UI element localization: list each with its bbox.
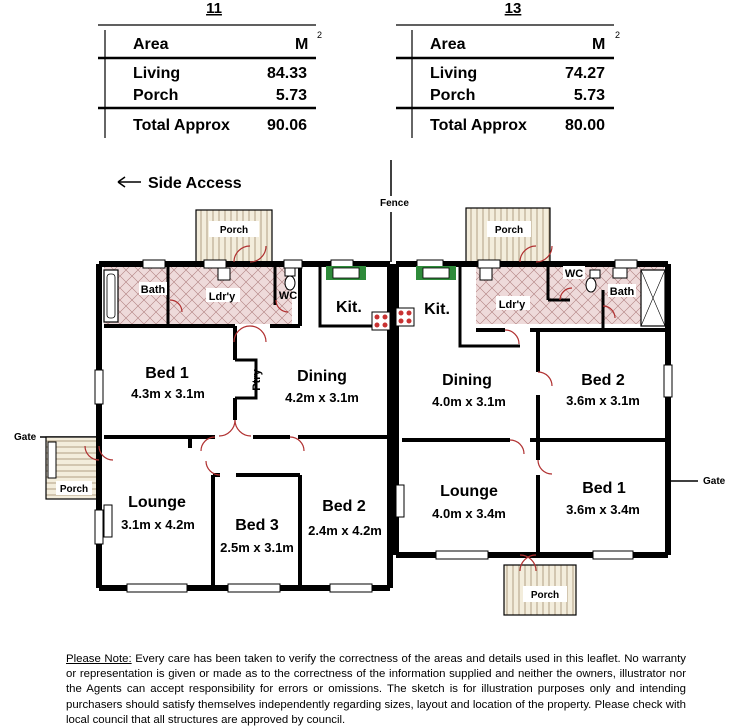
room-pantry: Ptry bbox=[251, 369, 263, 391]
unit-superscript: 2 bbox=[615, 30, 621, 40]
total-value: 80.00 bbox=[564, 117, 605, 134]
row-value: 5.73 bbox=[573, 87, 605, 104]
svg-text:Porch: Porch bbox=[494, 225, 524, 236]
room-bed1-dim: 3.6m x 3.4m bbox=[566, 502, 640, 517]
area-table-13 bbox=[396, 0, 620, 138]
room-laundry: Ldr'y bbox=[498, 299, 526, 311]
room-bed2-dim: 3.6m x 3.1m bbox=[566, 393, 640, 408]
area-header: Area bbox=[430, 36, 466, 53]
area-header: Area bbox=[133, 36, 169, 53]
total-label: Total Approx bbox=[430, 117, 527, 134]
room-wc: WC bbox=[564, 268, 584, 280]
svg-text:Porch: Porch bbox=[59, 484, 89, 495]
unit-number-13: 13 bbox=[504, 0, 522, 17]
room-bed2: Bed 2 bbox=[322, 498, 366, 515]
row-value: 74.27 bbox=[564, 65, 605, 82]
cistern-icon bbox=[590, 270, 600, 278]
total-value: 90.06 bbox=[266, 117, 307, 134]
laundry-tub-icon bbox=[480, 268, 492, 280]
note-text: Every care has been taken to verify the correctness of the areas and details used in this leaflet. No warranty or representation is given or made as to the correctness of the information supplied and neither the owners, illustrator nor the Agents can accept responsibility for errors or omissions. The sketch is for illustration purposes only and intending purchasers should satisfy themselves independently regarding sizes, layout and location of the property. Please check with local council that all structures are approved by council. bbox=[66, 653, 687, 726]
room-kitchen: Kit. bbox=[336, 299, 362, 316]
stove-icon bbox=[396, 308, 414, 326]
gate-label-right: Gate bbox=[703, 476, 726, 487]
room-bed2: Bed 2 bbox=[581, 372, 625, 389]
laundry-tub-icon bbox=[218, 268, 230, 280]
room-dining-dim: 4.2m x 3.1m bbox=[285, 390, 359, 405]
total-label: Total Approx bbox=[133, 117, 230, 134]
room-bath: Bath bbox=[609, 286, 635, 298]
room-dining: Dining bbox=[297, 368, 347, 385]
porch-11-top bbox=[196, 210, 272, 262]
row-label: Porch bbox=[430, 87, 476, 104]
unit-header: M bbox=[592, 36, 606, 53]
room-lounge-dim: 4.0m x 3.4m bbox=[432, 506, 506, 521]
room-bed2-dim: 2.4m x 4.2m bbox=[308, 523, 382, 538]
side-access-label: Side Access bbox=[148, 175, 242, 192]
cistern-icon bbox=[285, 268, 295, 276]
row-label: Living bbox=[133, 65, 181, 82]
svg-text:Porch: Porch bbox=[219, 225, 249, 236]
unit-number-11: 11 bbox=[206, 0, 222, 17]
room-bath: Bath bbox=[140, 284, 166, 296]
porch-13-top bbox=[466, 208, 550, 262]
room-bed1: Bed 1 bbox=[145, 365, 189, 382]
porch-13-bottom bbox=[504, 565, 576, 615]
room-wc: WC bbox=[278, 290, 298, 302]
wet-area-11 bbox=[104, 266, 292, 324]
room-dining-dim: 4.0m x 3.1m bbox=[432, 394, 506, 409]
svg-text:Porch: Porch bbox=[530, 590, 560, 601]
stove-icon bbox=[372, 312, 390, 330]
room-bed3: Bed 3 bbox=[235, 517, 279, 534]
note-label: Please Note: bbox=[66, 653, 132, 665]
room-lounge: Lounge bbox=[440, 483, 498, 500]
room-dining: Dining bbox=[442, 372, 492, 389]
basin-icon bbox=[613, 268, 627, 278]
unit-superscript: 2 bbox=[317, 30, 323, 40]
room-bed1-dim: 4.3m x 3.1m bbox=[131, 386, 205, 401]
gate-label-left: Gate bbox=[14, 432, 37, 443]
row-value: 5.73 bbox=[275, 87, 307, 104]
room-bed1: Bed 1 bbox=[582, 480, 626, 497]
room-laundry: Ldr'y bbox=[208, 291, 236, 303]
side-access bbox=[118, 175, 242, 192]
room-kitchen: Kit. bbox=[424, 301, 450, 318]
room-lounge-dim: 3.1m x 4.2m bbox=[121, 517, 195, 532]
room-lounge: Lounge bbox=[128, 494, 186, 511]
row-label: Living bbox=[430, 65, 478, 82]
toilet-icon bbox=[285, 276, 295, 290]
row-value: 84.33 bbox=[266, 65, 307, 82]
fence-label: Fence bbox=[380, 198, 409, 209]
unit-header: M bbox=[295, 36, 309, 53]
area-table-11 bbox=[98, 0, 322, 138]
room-bed3-dim: 2.5m x 3.1m bbox=[220, 540, 294, 555]
row-label: Porch bbox=[133, 87, 179, 104]
toilet-icon bbox=[586, 278, 596, 292]
disclaimer-note bbox=[66, 652, 686, 728]
